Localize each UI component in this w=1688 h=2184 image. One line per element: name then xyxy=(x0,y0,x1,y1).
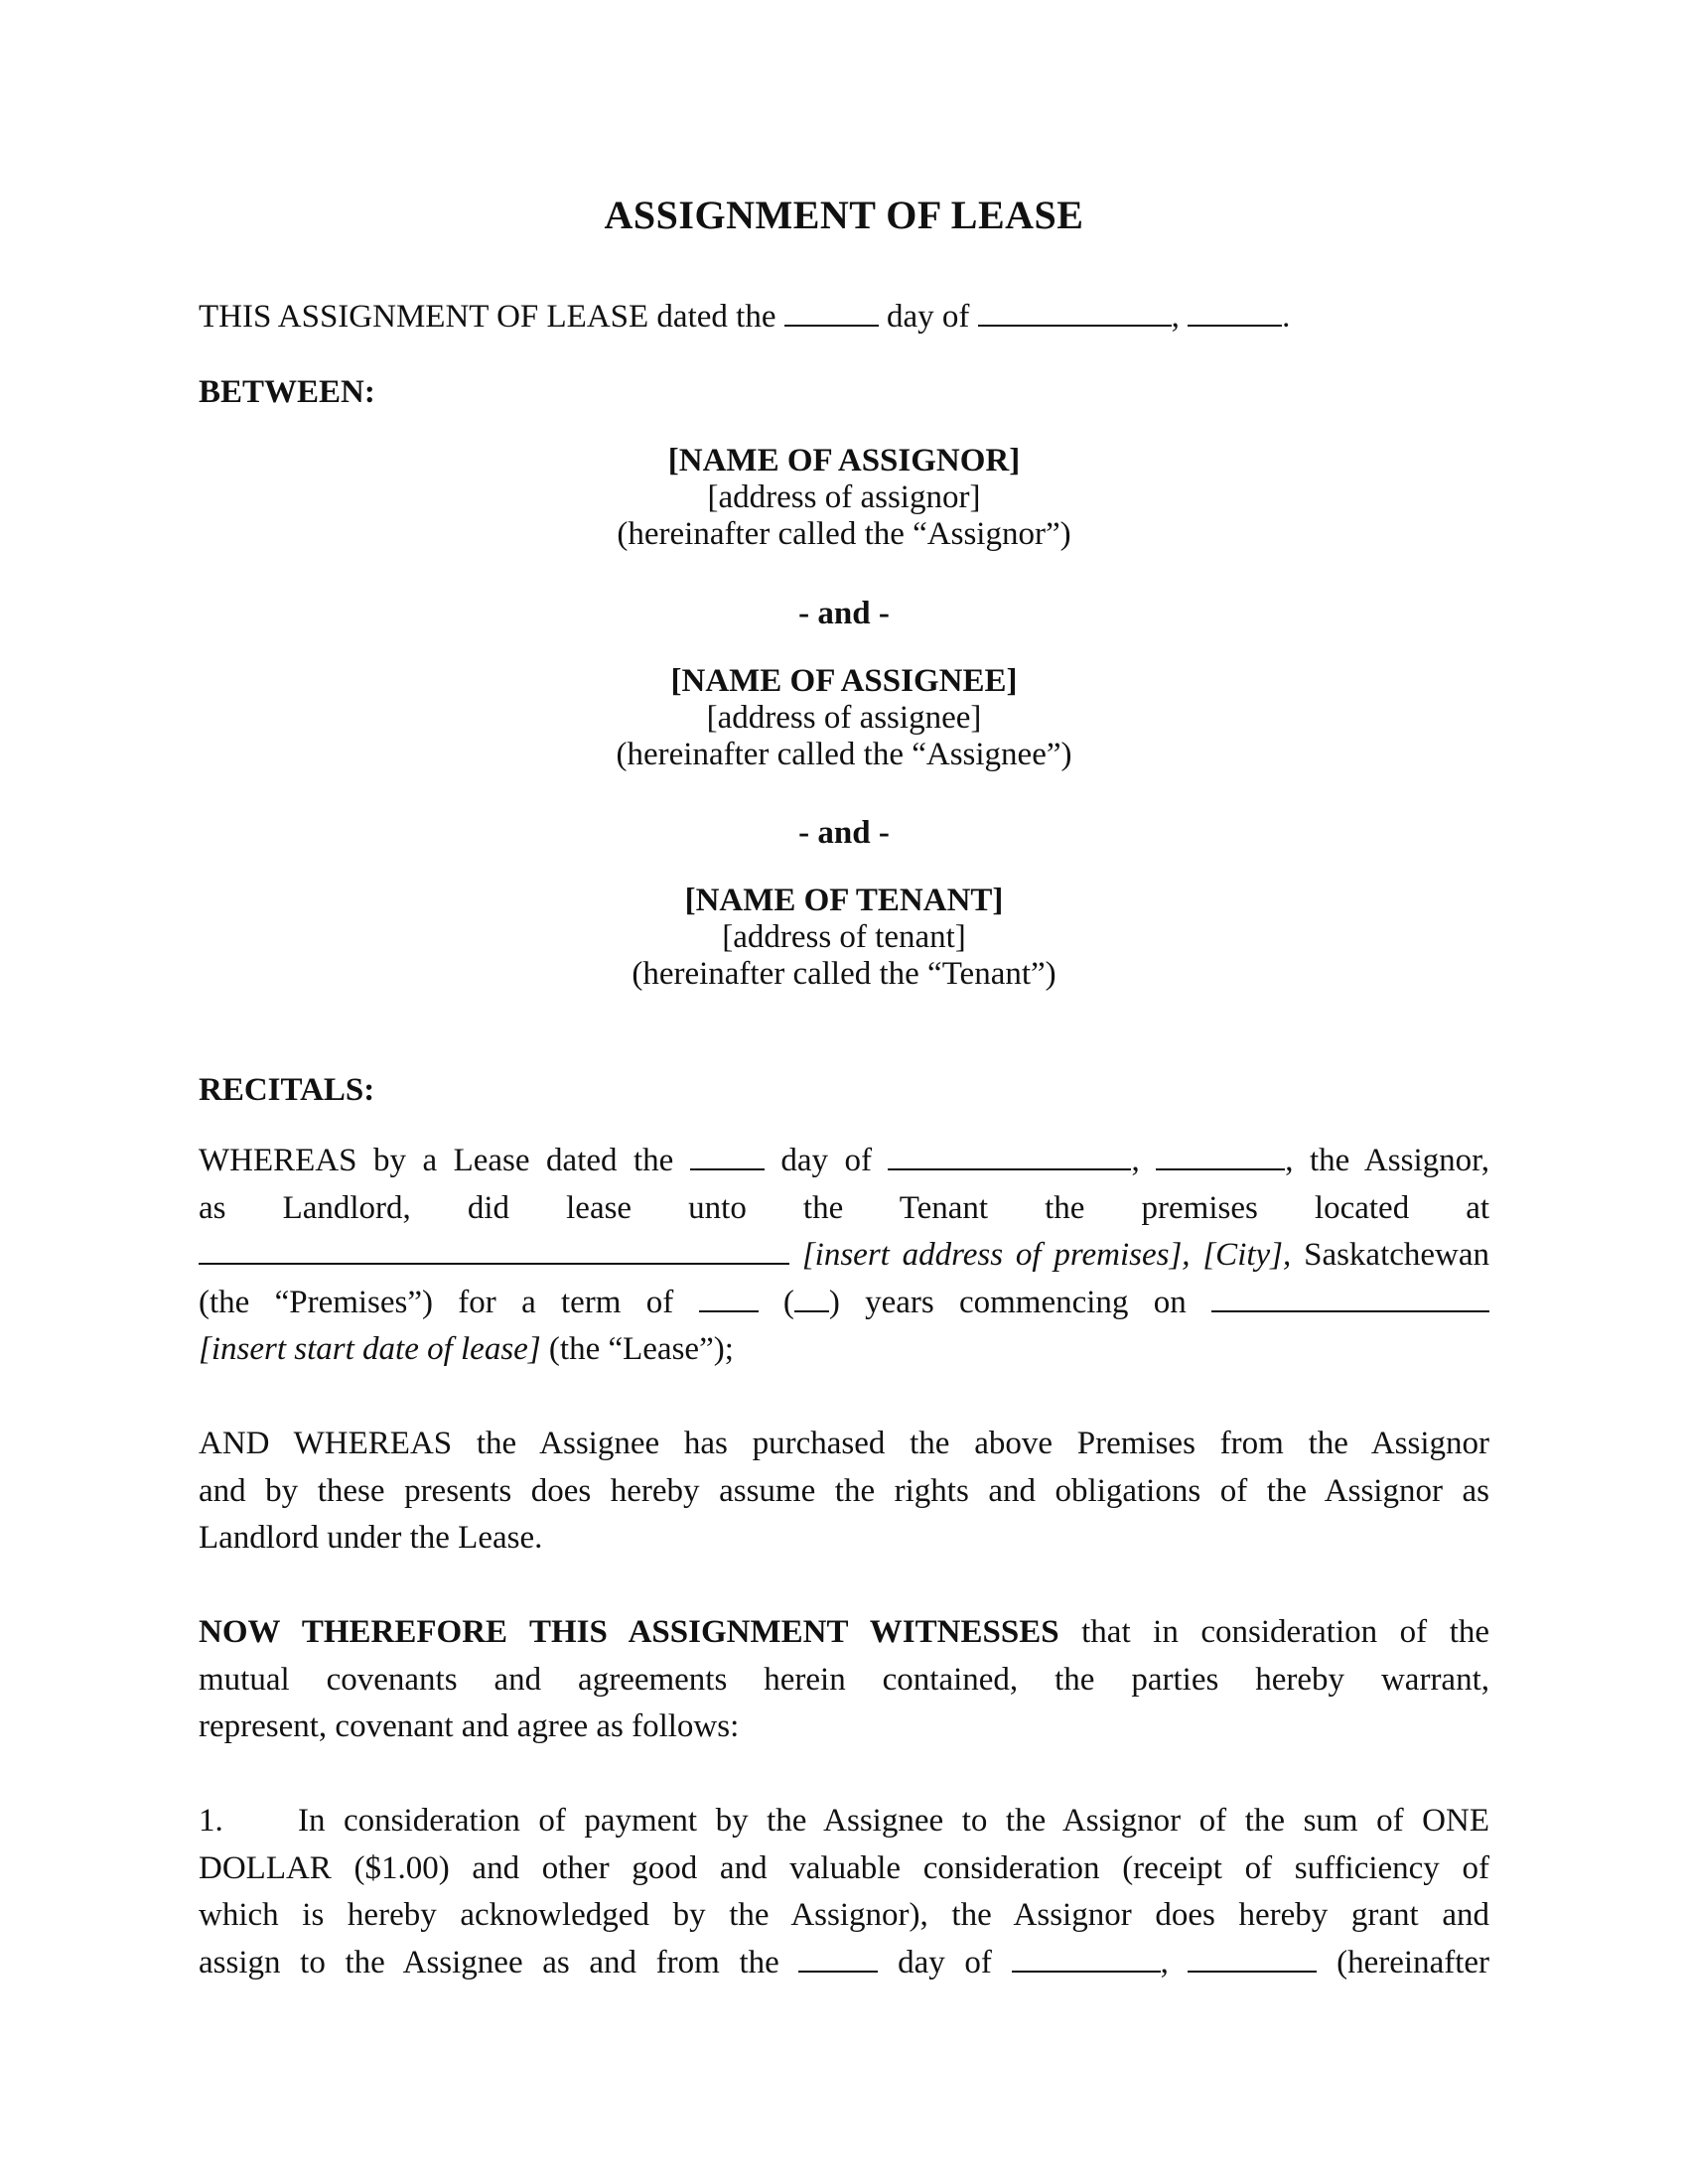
assign-day-blank[interactable] xyxy=(798,1941,878,1973)
clause-number: 1. xyxy=(199,1803,223,1839)
date-month-blank[interactable] xyxy=(978,295,1172,327)
date-year-blank[interactable] xyxy=(1188,295,1282,327)
party-name: [NAME OF ASSIGNOR] xyxy=(667,443,1021,478)
recital-1 xyxy=(199,1138,1489,1374)
document-title: ASSIGNMENT OF LEASE xyxy=(604,193,1084,237)
clause-1 xyxy=(199,1798,1489,1986)
opening-day-of: day of xyxy=(886,299,970,335)
witness-line-1: NOW THEREFORE THIS ASSIGNMENT WITNESSES that in consideration of the xyxy=(199,1614,1490,1650)
witness-line-3: represent, covenant and agree as follows: xyxy=(199,1708,740,1744)
commencement-blank[interactable] xyxy=(1211,1281,1489,1312)
party-address: [address of assignor] xyxy=(707,479,981,515)
opening-prefix: THIS ASSIGNMENT OF LEASE dated the xyxy=(199,299,776,335)
date-day-blank[interactable] xyxy=(784,295,879,327)
term-number-blank[interactable] xyxy=(794,1281,829,1312)
recital-1-line-4: (the “Premises”) for a term of ( ) years commencing on xyxy=(199,1280,1489,1327)
between-label: BETWEEN: xyxy=(199,374,375,410)
premises-address-blank[interactable] xyxy=(199,1233,789,1265)
opening-comma: , xyxy=(1171,299,1180,335)
recital-1-line-1: WHEREAS by a Lease dated the day of , , the Assignor, xyxy=(199,1138,1489,1185)
party-assignee xyxy=(199,663,1489,773)
opening-line xyxy=(199,294,1489,341)
clause-1-line-2: DOLLAR ($1.00) and other good and valuable consideration (receipt of sufficiency of xyxy=(199,1849,1489,1886)
recital-2-line-2: and by these presents does hereby assume the rights and obligations of the Assignor as xyxy=(199,1472,1489,1509)
recital-2-line-1: AND WHEREAS the Assignee has purchased the above Premises from the Assignor xyxy=(199,1426,1489,1461)
recital-1-line-5: [insert start date of lease] (the “Lease”); xyxy=(199,1331,734,1367)
clause-1-line-3: which is hereby acknowledged by the Assignor), the Assignor does hereby grant and xyxy=(199,1897,1489,1933)
witness-clause xyxy=(199,1609,1489,1751)
party-name: [NAME OF ASSIGNEE] xyxy=(670,663,1018,699)
party-assignor xyxy=(199,443,1489,553)
recital-2-line-3: Landlord under the Lease. xyxy=(199,1520,543,1556)
and-connector: - and - xyxy=(798,596,890,631)
recital-2 xyxy=(199,1421,1489,1563)
lease-year-blank[interactable] xyxy=(1156,1139,1285,1170)
assign-year-blank[interactable] xyxy=(1188,1941,1317,1973)
recital-1-line-3: [insert address of premises], [City], Saskatchewan xyxy=(199,1232,1489,1280)
clause-1-line-4: assign to the Assignee as and from the day of , (hereinafter xyxy=(199,1940,1489,1987)
party-called: (hereinafter called the “Tenant”) xyxy=(632,956,1056,992)
and-connector: - and - xyxy=(798,815,890,851)
party-address: [address of tenant] xyxy=(722,919,966,955)
witness-line-2: mutual covenants and agreements herein contained, the parties hereby warrant, xyxy=(199,1661,1489,1698)
party-address: [address of assignee] xyxy=(706,700,982,736)
party-tenant xyxy=(199,883,1489,993)
party-name: [NAME OF TENANT] xyxy=(684,883,1004,918)
recital-1-line-2: as Landlord, did lease unto the Tenant the premises located at xyxy=(199,1189,1490,1226)
lease-month-blank[interactable] xyxy=(888,1139,1131,1170)
recitals-label: RECITALS: xyxy=(199,1072,375,1108)
clause-1-line-1: 1. In consideration of payment by the Assignee to the Assignor of the sum of ONE xyxy=(199,1798,1489,1845)
term-words-blank[interactable] xyxy=(699,1281,759,1312)
lease-day-blank[interactable] xyxy=(690,1139,765,1170)
party-called: (hereinafter called the “Assignor”) xyxy=(617,516,1071,552)
assign-month-blank[interactable] xyxy=(1012,1941,1161,1973)
party-called: (hereinafter called the “Assignee”) xyxy=(616,737,1072,772)
opening-period: . xyxy=(1282,299,1291,335)
